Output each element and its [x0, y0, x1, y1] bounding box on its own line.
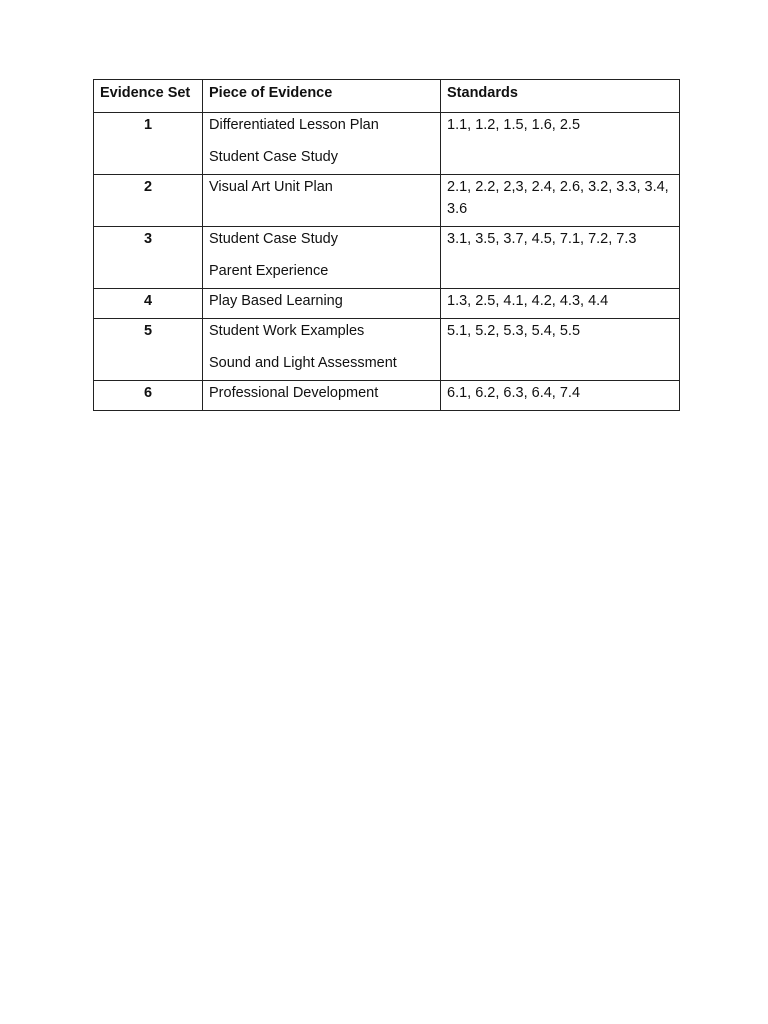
table-row: [94, 113, 680, 175]
table-row: [94, 227, 680, 289]
evidence-set-number: 3: [94, 227, 203, 289]
header-evidence-set: Evidence Set: [94, 80, 203, 113]
evidence-pieces-cell: [203, 381, 441, 411]
evidence-set-number: 1: [94, 113, 203, 175]
header-row: [94, 80, 680, 113]
header-standards: Standards: [441, 80, 680, 113]
table-body: [94, 113, 680, 411]
table-row: [94, 289, 680, 319]
evidence-pieces-cell: [203, 227, 441, 289]
evidence-piece: Student Case Study: [209, 149, 338, 165]
standards-cell: 1.1, 1.2, 1.5, 1.6, 2.5: [441, 113, 680, 175]
evidence-pieces-cell: [203, 289, 441, 319]
table-row: [94, 381, 680, 411]
evidence-piece: Visual Art Unit Plan: [209, 179, 333, 195]
table-row: [94, 175, 680, 227]
header-piece-of-evidence: Piece of Evidence: [203, 80, 441, 113]
evidence-piece: Sound and Light Assessment: [209, 355, 397, 371]
evidence-pieces-cell: [203, 175, 441, 227]
standards-cell: 2.1, 2.2, 2,3, 2.4, 2.6, 3.2, 3.3, 3.4, 3.6: [441, 175, 680, 227]
evidence-piece: Differentiated Lesson Plan: [209, 117, 379, 133]
evidence-set-number: 5: [94, 319, 203, 381]
standards-cell: 5.1, 5.2, 5.3, 5.4, 5.5: [441, 319, 680, 381]
evidence-piece: Professional Development: [209, 385, 379, 401]
evidence-set-number: 6: [94, 381, 203, 411]
evidence-set-number: 2: [94, 175, 203, 227]
evidence-table: [93, 79, 680, 411]
evidence-piece: Student Work Examples: [209, 323, 365, 339]
evidence-piece: Play Based Learning: [209, 293, 343, 309]
standards-cell: 3.1, 3.5, 3.7, 4.5, 7.1, 7.2, 7.3: [441, 227, 680, 289]
evidence-piece: Parent Experience: [209, 263, 329, 279]
evidence-set-number: 4: [94, 289, 203, 319]
evidence-pieces-cell: [203, 113, 441, 175]
standards-cell: 6.1, 6.2, 6.3, 6.4, 7.4: [441, 381, 680, 411]
evidence-pieces-cell: [203, 319, 441, 381]
table-row: [94, 319, 680, 381]
evidence-piece: Student Case Study: [209, 231, 338, 247]
standards-cell: 1.3, 2.5, 4.1, 4.2, 4.3, 4.4: [441, 289, 680, 319]
table-header: [94, 80, 680, 113]
